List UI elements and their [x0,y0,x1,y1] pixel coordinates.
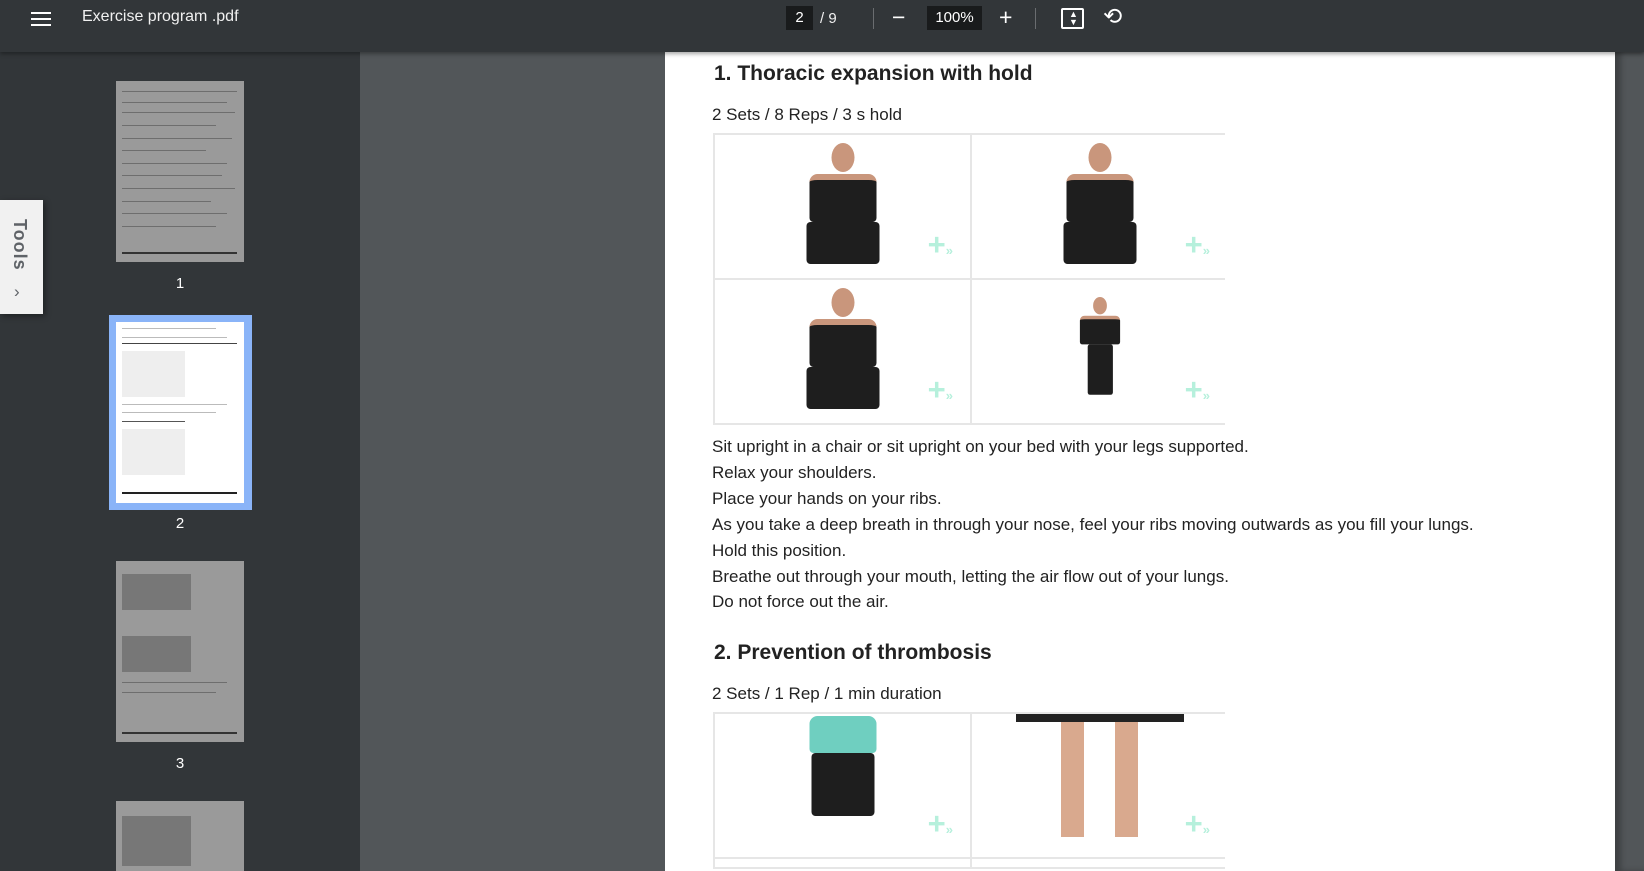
divider [873,8,874,29]
zoom-out-button[interactable] [892,6,905,29]
exercise-image [972,135,1227,278]
thumbnail-label: 3 [175,755,185,772]
plus-icon: + [999,4,1013,30]
hamburger-icon[interactable] [31,12,51,29]
instruction-line: Do not force out the air. [712,592,889,612]
exercise-image [715,859,970,867]
exercise-image [715,280,970,423]
logo-plus-icon: +» [927,372,953,407]
logo-plus-icon: +» [927,806,953,841]
section-title: 1. Thoracic expansion with hold [714,62,1033,85]
exercise-image [972,859,1227,867]
instruction-line: Place your hands on your ribs. [712,488,942,508]
thumbnail-label: 1 [175,275,185,292]
zoom-in-button[interactable] [999,6,1012,29]
fit-to-page-button[interactable] [1061,8,1084,29]
logo-plus-icon: +» [1184,372,1210,407]
rotate-icon: ⟲ [1103,3,1123,29]
thumbnail-label: 2 [175,515,185,532]
scrollbar-track[interactable] [1615,52,1644,871]
exercise-image [972,280,1227,423]
exercise-image-grid [713,712,1225,869]
thumbnail-page-4[interactable] [116,801,244,871]
minus-icon: − [892,4,906,30]
exercise-image [715,135,970,278]
zoom-input[interactable]: 100% [927,6,982,30]
instructions [712,434,1474,615]
thumbnail-page-1[interactable] [116,81,244,262]
chevron-right-icon: › [14,282,20,301]
exercise-image [972,714,1227,857]
thumbnail-page-2[interactable] [116,322,244,503]
section-title: 2. Prevention of thrombosis [714,641,992,664]
logo-plus-icon: +» [927,227,953,262]
document-title: Exercise program .pdf [82,8,239,25]
tools-label: Tools [10,219,30,271]
instruction-line: Relax your shoulders. [712,462,877,482]
instruction-line: Hold this position. [712,540,847,560]
exercise-image-grid [713,133,1225,425]
logo-plus-icon: +» [1184,227,1210,262]
instruction-line: As you take a deep breath in through your nose, feel your ribs moving outwards as you fill your lungs. [712,514,1474,534]
logo-plus-icon: +» [1184,806,1210,841]
section-dosage: 2 Sets / 8 Reps / 3 s hold [712,105,902,124]
section-dosage: 2 Sets / 1 Rep / 1 min duration [712,684,942,703]
page-total: / 9 [820,10,837,27]
rotate-button[interactable] [1103,5,1122,28]
page-number-input[interactable]: 2 [786,6,813,30]
exercise-image [715,714,970,857]
toolbar [0,0,1644,52]
pdf-page [665,52,1615,871]
instruction-line: Sit upright in a chair or sit upright on your bed with your legs supported. [712,437,1249,456]
divider [1035,8,1036,29]
instruction-line: Breathe out through your mouth, letting the air flow out of your lungs. [712,566,1229,586]
fit-to-page-icon: ▲ ▼ [1069,9,1078,27]
tools-panel-tab[interactable] [0,200,43,314]
thumbnail-page-3[interactable] [116,561,244,742]
